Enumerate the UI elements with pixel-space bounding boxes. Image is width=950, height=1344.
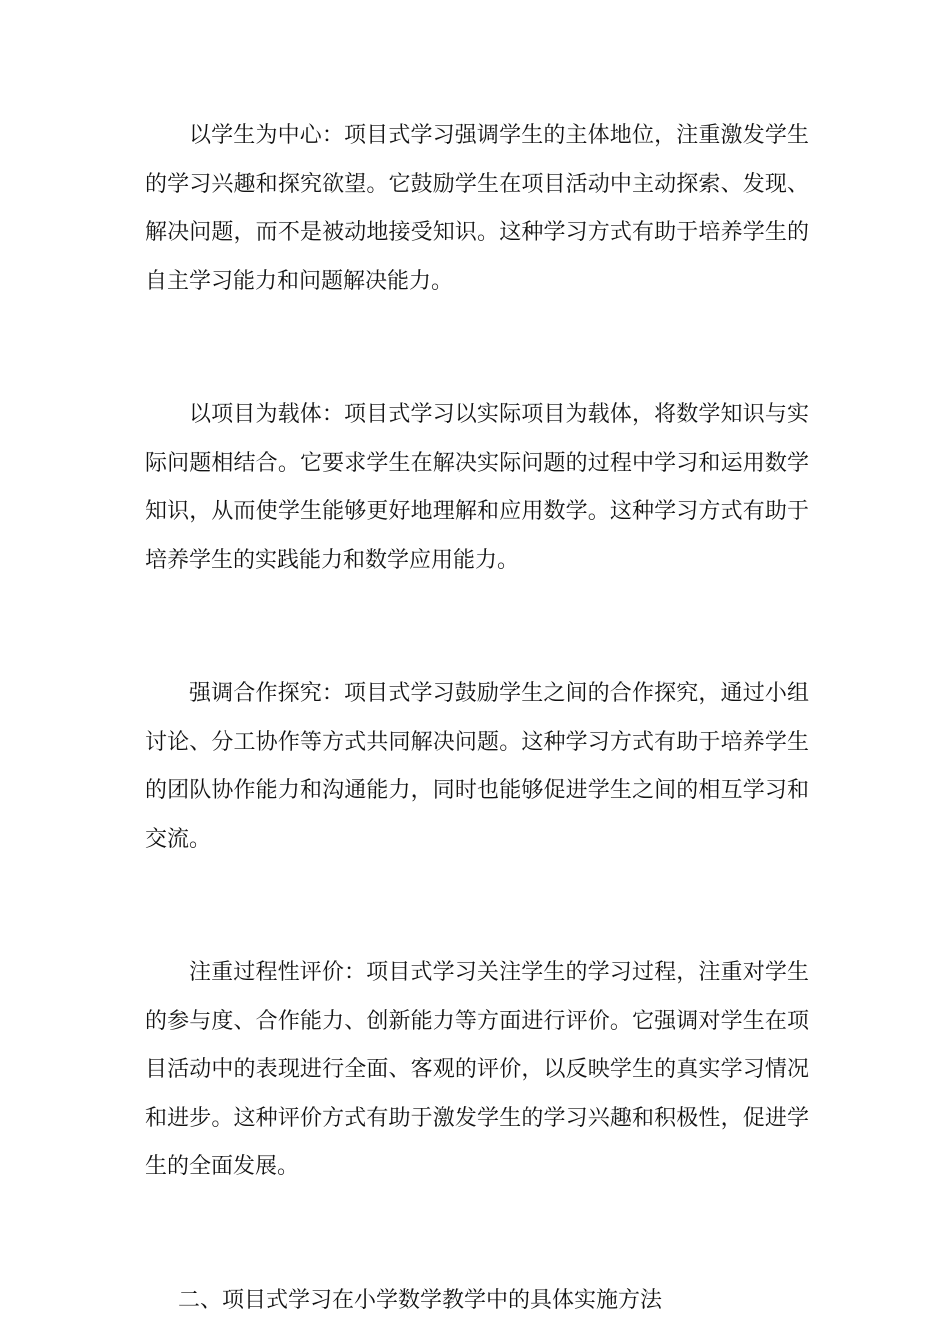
document-body <box>145 112 809 1325</box>
section-heading: 二、项目式学习在小学数学教学中的具体实施方法 <box>178 1287 663 1313</box>
paragraph-cooperative-inquiry: 强调合作探究：项目式学习鼓励学生之间的合作探究，通过小组讨论、分工协作等方式共同解决问题。这种学习方式有助于培养学生的团队协作能力和沟通能力，同时也能够促进学生之间的相互学习和交流。 <box>145 681 809 852</box>
paragraph-process-evaluation: 注重过程性评价：项目式学习关注学生的学习过程，注重对学生的参与度、合作能力、创新能力等方面进行评价。它强调对学生在项目活动中的表现进行全面、客观的评价，以反映学生的真实学习情况和进步。这种评价方式有助于激发学生的学习兴趣和积极性，促进学生的全面发展。 <box>145 960 809 1179</box>
paragraph-student-centered: 以学生为中心：项目式学习强调学生的主体地位，注重激发学生的学习兴趣和探究欲望。它鼓励学生在项目活动中主动探索、发现、解决问题，而不是被动地接受知识。这种学习方式有助于培养学生的自主学习能力和问题解决能力。 <box>145 123 809 294</box>
paragraph-project-carrier: 以项目为载体：项目式学习以实际项目为载体，将数学知识与实际问题相结合。它要求学生在解决实际问题的过程中学习和运用数学知识，从而使学生能够更好地理解和应用数学。这种学习方式有助于培养学生的实践能力和数学应用能力。 <box>145 402 809 573</box>
